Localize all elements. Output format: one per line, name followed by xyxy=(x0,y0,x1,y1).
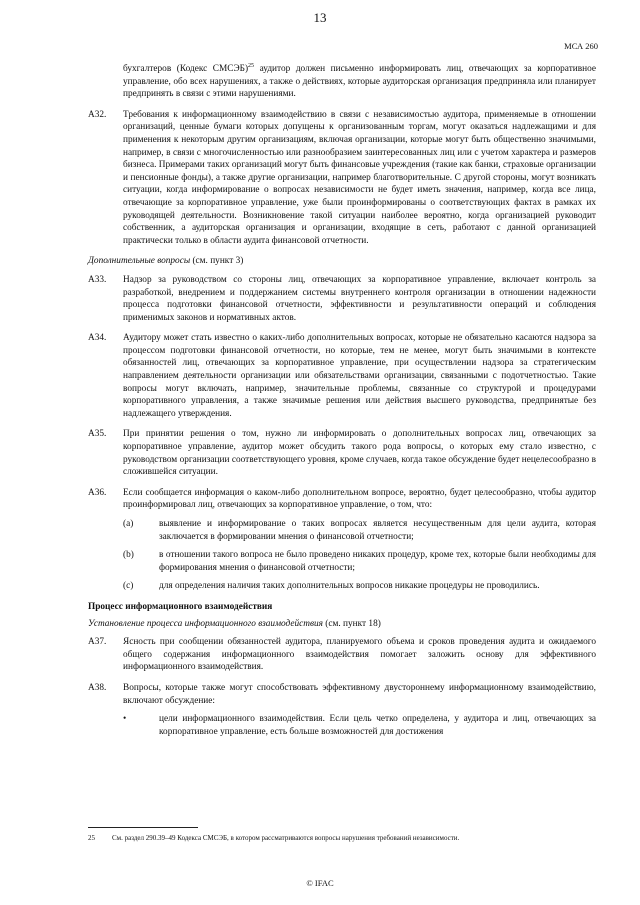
paragraph-text: Вопросы, которые также могут способствовать эффективному двустороннему информационному взаимодействию, включают обсуждение: xyxy=(123,682,596,706)
paragraph-a32 xyxy=(88,109,596,248)
standard-code: МСА 260 xyxy=(564,41,598,51)
list-item xyxy=(123,580,596,593)
section-title: Процесс информационного взаимодействия xyxy=(88,601,273,612)
paragraph-text: Требования к информационному взаимодействию в связи с независимостью аудитора, применяемые в отношении организаций, ценные бумаги которых допущены к организованным торгам, могут оказаться надлежащими и для применения к некоторым другим организациям, включая организации, которые могут быть общественно значимыми, например, в связи с многочисленностью или разнообразием заинтересованных лиц или с учетом характера и размеров бизнеса. Примерами таких организаций могут быть финансовые учреждения (такие как банки, страховые организации и пенсионные фонды), а также другие организации, например благотворительные. С другой стороны, могут возникать ситуации, когда информирование о вопросах независимости не будет иметь значения, например, когда все лица, отвечающие за корпоративное управление, уже были проинформированы о соответствующих фактах в рамках их руководящей деятельности. Возникновение такой ситуации наиболее вероятно, когда организацией руководит собственник, а аудиторская организация и организации, входящие в сеть, работают с данной организацией практически только в области аудита финансовой отчетности. xyxy=(123,109,596,246)
paragraph-a37 xyxy=(88,636,596,674)
footnote-divider xyxy=(88,827,198,828)
subheading-additional-matters: Дополнительные вопросы (см. пункт 3) xyxy=(88,256,244,267)
page-number: 13 xyxy=(313,10,327,25)
list-item-text: для определения наличия таких дополнительных вопросов никакие процедуры не проводились. xyxy=(159,581,540,592)
paragraph-number: A33. xyxy=(88,274,107,285)
paragraph-a35 xyxy=(88,428,596,478)
footnote-number: 25 xyxy=(88,834,95,842)
paragraph-number: A38. xyxy=(88,682,107,693)
paragraph-a36 xyxy=(88,487,596,593)
paragraph-number: A35. xyxy=(88,429,107,440)
paragraph-text: При принятии решения о том, нужно ли информировать о дополнительных вопросах лиц, отвечающих за корпоративное управление, аудитор может обсудить такого рода вопросы, о которых ему стало известно, с руководством организации соответствующего уровня, кроме случаев, когда такое обсуждение будет нецелесообразно в сложившейся ситуации. xyxy=(123,429,596,478)
bullet-icon: • xyxy=(123,714,127,725)
list-item-label: (c) xyxy=(123,581,134,592)
bullet-item xyxy=(123,713,596,738)
paragraph-text: Аудитору может стать известно о каких-либо дополнительных вопросах, которые не обязательно касаются надзора за процессом подготовки финансовой отчетности, но которые, тем не менее, могут быть значимыми в контексте обязанностей лиц, отвечающих за корпоративное управление, при осуществлении надзора за стратегическим направлением деятельности организации или обязательствами организации, связанными с подотчетностью. Такие вопросы могут включать, например, значительные проблемы, связанные со структурой и процедурами корпоративного управления, а также значимые решения или действия высшего руководства, предпринятые без надлежащего утверждения. xyxy=(123,333,596,419)
footnote-text: См. раздел 290.39–49 Кодекса СМСЭБ, в котором рассматриваются вопросы нарушения требований независимости. xyxy=(112,834,460,842)
list-item-text: выявление и информирование о таких вопросах является несущественным для цели аудита, которая заключается в формировании мнения о финансовой отчетности; xyxy=(159,519,596,542)
paragraph-reference: (см. пункт 18) xyxy=(322,618,381,629)
paragraph-number: A36. xyxy=(88,487,107,498)
paragraph-reference: (см. пункт 3) xyxy=(190,256,244,267)
page-footer: © IFAC xyxy=(306,878,334,888)
bullet-text: цели информационного взаимодействия. Если цель четко определена, у аудитора и лиц, отвечающих за корпоративное управление, есть больше возможностей для достижения xyxy=(159,714,596,737)
paragraph-text: Надзор за руководством со стороны лиц, отвечающих за корпоративное управление, включает контроль за разработкой, внедрением и поддержанием системы внутреннего контроля организации в отношении надежности процесса подготовки финансовой отчетности, эффективности и результативности операций и соблюдения применимых законов и нормативных актов. xyxy=(123,274,596,323)
paragraph-number: A32. xyxy=(88,109,107,120)
paragraph-text: Ясность при сообщении обязанностей аудитора, планируемого объема и сроков проведения аудита и ожидаемого общего содержания информационного взаимодействия помогает заложить основу для эффективного информационного взаимодействия. xyxy=(123,637,596,673)
list-item xyxy=(123,549,596,574)
list-item-text: в отношении такого вопроса не было проведено никаких процедур, кроме тех, которые были необходимы для формирования мнения о финансовой отчетности; xyxy=(159,550,596,573)
list-item-label: (a) xyxy=(123,519,134,529)
paragraph-a38 xyxy=(88,682,596,738)
footnote xyxy=(88,834,596,843)
paragraph-number: A34. xyxy=(88,333,107,344)
paragraph-a33 xyxy=(88,274,596,324)
list-item xyxy=(123,518,596,543)
intro-paragraph: бухгалтеров (Кодекс СМСЭБ)$^{25}$ аудитор должен письменно информировать лиц, отвечающих за корпоративное управление, обо всех нарушениях, а также о действиях, которые аудиторская организация предприняла или планирует предпринять в связи с этими нарушениями. xyxy=(123,62,596,100)
paragraph-text: Если сообщается информация о каком-либо дополнительном вопросе, вероятно, будет целесообразно, чтобы аудитор проинформировал лиц, отвечающих за корпоративное управление, о том, что: xyxy=(123,487,596,511)
page-content xyxy=(88,63,596,746)
footnote-ref[interactable]: 25 xyxy=(248,62,255,69)
paragraph-a34 xyxy=(88,332,596,420)
subheading-communication-process: Установление процесса информационного взаимодействия (см. пункт 18) xyxy=(88,618,381,629)
paragraph-number: A37. xyxy=(88,637,107,648)
list-item-label: (b) xyxy=(123,550,134,561)
